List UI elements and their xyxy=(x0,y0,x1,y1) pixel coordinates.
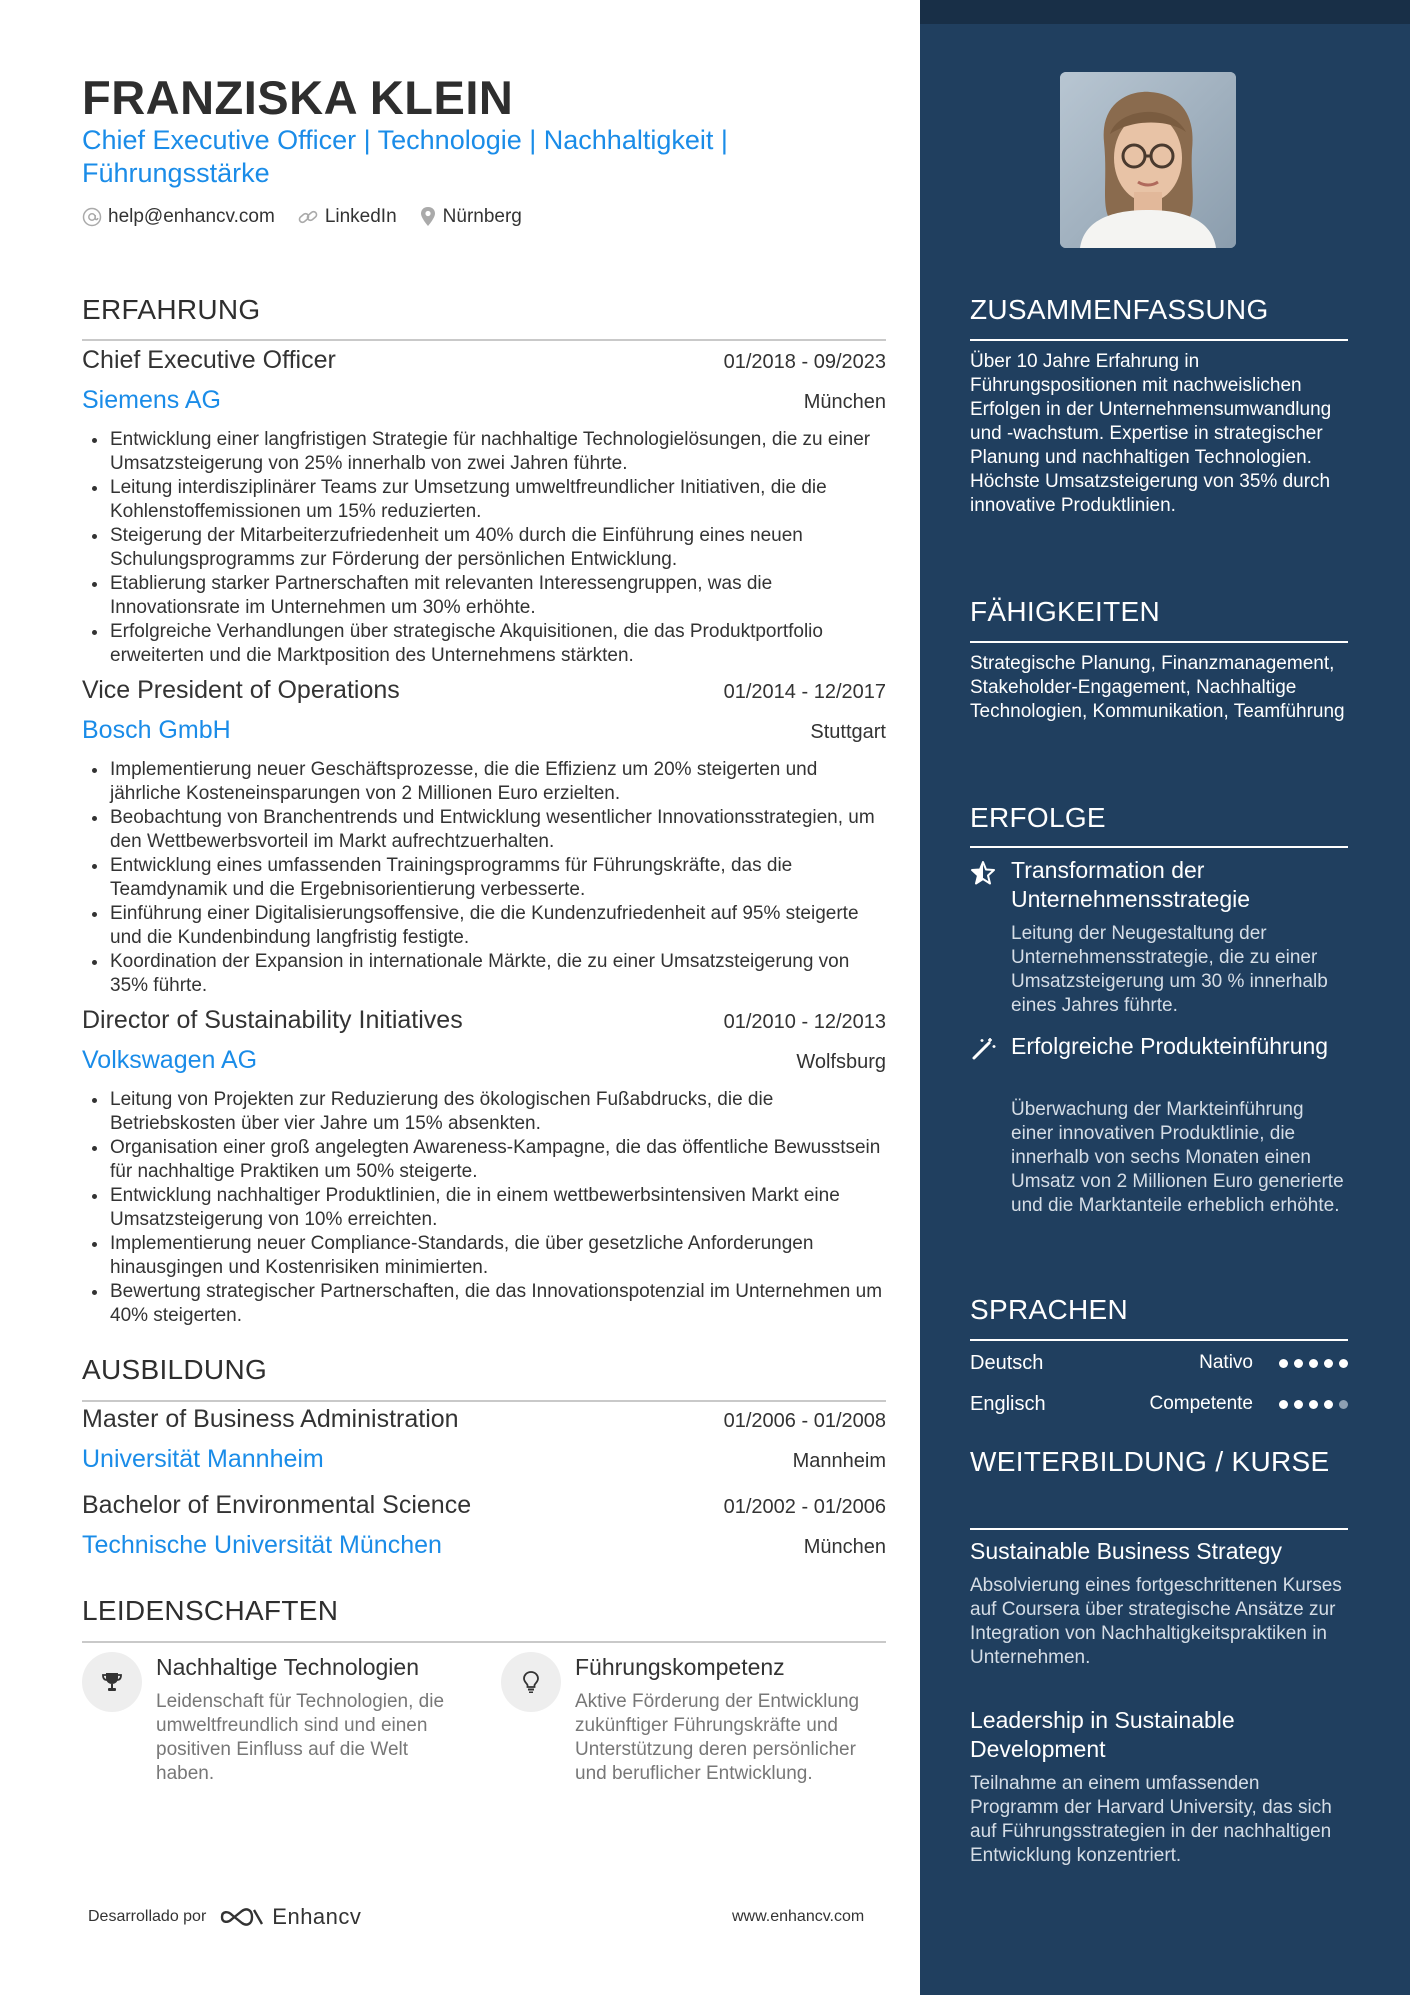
email-text: help@enhancv.com xyxy=(108,206,275,227)
rating-dot xyxy=(1309,1359,1318,1368)
achievement-item xyxy=(970,856,1348,1026)
at-icon xyxy=(82,207,102,227)
bullet-item: Einführung einer Digitalisierungsoffensive, die die Kundenzufriedenheit auf 95% steigerte und die Kundenbindung langfristig festigte. xyxy=(82,902,886,950)
course-title: Sustainable Business Strategy xyxy=(970,1538,1282,1564)
section-divider xyxy=(82,1400,886,1402)
degree: Bachelor of Environmental Science xyxy=(82,1491,472,1519)
bullet-item: Entwicklung nachhaltiger Produktlinien, die in einem wettbewerbsintensiven Markt eine Umsatzsteigerung von 10% erreichten. xyxy=(82,1184,886,1232)
job-entry xyxy=(82,676,886,998)
language-name: Deutsch xyxy=(970,1351,1044,1374)
section-title-experience: ERFAHRUNG xyxy=(82,294,261,325)
footer-branding[interactable] xyxy=(88,1904,361,1930)
job-company[interactable]: Siemens AG xyxy=(82,386,221,414)
section-title-passions: LEIDENSCHAFTEN xyxy=(82,1595,339,1626)
job-company[interactable]: Bosch GmbH xyxy=(82,716,231,744)
job-role: Vice President of Operations xyxy=(82,676,400,704)
passion-item xyxy=(82,1652,472,1792)
job-entry xyxy=(82,1006,886,1328)
education-location: München xyxy=(803,1536,886,1558)
education-dates: 01/2006 - 01/2008 xyxy=(723,1410,886,1432)
school[interactable]: Universität Mannheim xyxy=(82,1445,324,1473)
bullet-item: Erfolgreiche Verhandlungen über strategische Akquisitionen, die das Produktportfolio erweiterten und die Marktposition des Unternehmens stärkten. xyxy=(82,620,886,668)
section-title-achievements: ERFOLGE xyxy=(970,802,1106,833)
job-location: Wolfsburg xyxy=(796,1051,886,1073)
section-divider xyxy=(82,339,886,341)
rating-dot xyxy=(1324,1400,1333,1409)
education-location: Mannheim xyxy=(792,1450,886,1472)
sidebar-divider xyxy=(970,339,1348,341)
star-icon xyxy=(970,860,996,886)
magic-wand-icon xyxy=(970,1036,996,1062)
contact-linkedin[interactable] xyxy=(297,206,397,228)
bullet-item: Leitung von Projekten zur Reduzierung des ökologischen Fußabdrucks, die die Betriebskosten über vier Jahre um 15% absenkten. xyxy=(82,1088,886,1136)
rating-dot xyxy=(1294,1359,1303,1368)
degree: Master of Business Administration xyxy=(82,1405,459,1433)
achievement-description: Überwachung der Markteinführung einer innovativen Produktlinie, die innerhalb von sechs Monaten einen Umsatz von 2 Millionen Euro generierte und die Marktanteile erheblich erhöhte. xyxy=(1011,1099,1344,1216)
sidebar-divider xyxy=(970,846,1348,848)
course-description: Teilnahme an einem umfassenden Programm der Harvard University, das sich auf Führungsstrategien in der nachhaltigen Entwicklung konzentriert. xyxy=(970,1773,1332,1866)
language-item xyxy=(970,1389,1348,1419)
course-title: Leadership in Sustainable Development xyxy=(970,1707,1235,1762)
rating-dot xyxy=(1294,1400,1303,1409)
bullet-item: Beobachtung von Branchentrends und Entwicklung wesentlicher Innovationsstrategien, um den Wettbewerbsvorteil im Markt aufrechtzuerhalten. xyxy=(82,806,886,854)
bullet-item: Entwicklung eines umfassenden Trainingsprogramms für Führungskräfte, das die Teamdynamik und die Ergebnisorientierung verbesserte. xyxy=(82,854,886,902)
job-bullets xyxy=(82,758,886,998)
footer-website[interactable]: www.enhancv.com xyxy=(732,1908,865,1925)
school[interactable]: Technische Universität München xyxy=(82,1531,442,1559)
skills-text: Strategische Planung, Finanzmanagement, Stakeholder-Engagement, Nachhaltige Technologien, Kommunikation, Teamführung xyxy=(970,653,1345,722)
contact-bar xyxy=(82,206,544,228)
location-pin-icon xyxy=(419,206,437,228)
bullet-item: Leitung interdisziplinärer Teams zur Umsetzung umweltfreundlicher Initiativen, die die Kohlenstoffemissionen um 15% reduzierten. xyxy=(82,476,886,524)
language-level: Competente xyxy=(1149,1393,1253,1414)
language-item xyxy=(970,1348,1348,1378)
enhancv-logo-icon xyxy=(218,1905,266,1929)
achievement-item xyxy=(970,1032,1348,1272)
section-title-languages: SPRACHEN xyxy=(970,1294,1128,1325)
location-text: Nürnberg xyxy=(442,206,522,227)
rating-dot xyxy=(1339,1400,1348,1409)
contact-email[interactable] xyxy=(82,206,275,228)
bullet-item: Koordination der Expansion in internationale Märkte, die zu einer Umsatzsteigerung von 35% führte. xyxy=(82,950,886,998)
trophy-icon xyxy=(82,1652,142,1712)
link-icon xyxy=(297,207,319,227)
achievement-description: Leitung der Neugestaltung der Unternehmensstrategie, die zu einer Umsatzsteigerung um 30 % innerhalb eines Jahres führte. xyxy=(1011,923,1328,1016)
sidebar-divider xyxy=(970,1339,1348,1341)
bullet-item: Steigerung der Mitarbeiterzufriedenheit um 40% durch die Einführung eines neuen Schulungsprogramms zur Förderung der persönlichen Entwicklung. xyxy=(82,524,886,572)
education-entry xyxy=(82,1491,886,1571)
contact-location xyxy=(419,206,522,228)
rating-dot xyxy=(1339,1359,1348,1368)
bullet-item: Etablierung starker Partnerschaften mit relevanten Interessengruppen, was die Innovationsrate im Unternehmen um 30% erhöhte. xyxy=(82,572,886,620)
sidebar xyxy=(920,0,1410,1995)
section-title-education: AUSBILDUNG xyxy=(82,1354,268,1385)
rating-dot xyxy=(1279,1359,1288,1368)
bullet-item: Bewertung strategischer Partnerschaften, die das Innovationspotenzial im Unternehmen um 40% steigerten. xyxy=(82,1280,886,1328)
candidate-title: Chief Executive Officer | Technologie | Nachhaltigkeit | Führungsstärke xyxy=(82,125,728,188)
language-name: Englisch xyxy=(970,1392,1046,1415)
job-bullets xyxy=(82,1088,886,1328)
lightbulb-icon xyxy=(501,1652,561,1712)
job-company[interactable]: Volkswagen AG xyxy=(82,1046,258,1074)
language-rating xyxy=(1273,1400,1348,1409)
job-entry xyxy=(82,346,886,668)
rating-dot xyxy=(1324,1359,1333,1368)
bullet-item: Implementierung neuer Geschäftsprozesse, die die Effizienz um 20% steigerten und jährliche Kosteneinsparungen von 2 Millionen Euro erzielten. xyxy=(82,758,886,806)
bullet-item: Implementierung neuer Compliance-Standards, die über gesetzliche Anforderungen hinausgingen und Kostenrisiken minimierten. xyxy=(82,1232,886,1280)
education-dates: 01/2002 - 01/2006 xyxy=(723,1496,886,1518)
education-entry xyxy=(82,1405,886,1485)
job-bullets xyxy=(82,428,886,668)
section-title-summary: ZUSAMMENFASSUNG xyxy=(970,294,1269,325)
bullet-item: Organisation einer groß angelegten Awareness-Kampagne, die das öffentliche Bewusstsein für nachhaltige Praktiken um 50% steigerte. xyxy=(82,1136,886,1184)
passion-description: Leidenschaft für Technologien, die umweltfreundlich sind und einen positiven Einfluss auf die Welt haben. xyxy=(156,1691,445,1784)
section-title-courses: WEITERBILDUNG / KURSE xyxy=(970,1446,1330,1477)
passion-title: Nachhaltige Technologien xyxy=(156,1654,419,1680)
candidate-name: FRANZISKA KLEIN xyxy=(82,71,514,124)
sidebar-top-bar xyxy=(920,0,1410,24)
profile-photo xyxy=(1060,72,1236,248)
course-description: Absolvierung eines fortgeschrittenen Kurses auf Coursera über strategische Ansätze zur Integration von Nachhaltigkeitspraktiken in Unternehmen. xyxy=(970,1575,1342,1668)
job-location: München xyxy=(803,391,886,413)
job-dates: 01/2018 - 09/2023 xyxy=(723,351,886,373)
job-dates: 01/2014 - 12/2017 xyxy=(723,681,886,703)
powered-by-text: Desarrollado por xyxy=(88,1908,207,1925)
job-dates: 01/2010 - 12/2013 xyxy=(723,1011,886,1033)
section-title-skills: FÄHIGKEITEN xyxy=(970,596,1160,627)
section-divider xyxy=(82,1641,886,1643)
achievement-title: Transformation der Unternehmensstrategie xyxy=(1011,857,1251,912)
passion-description: Aktive Förderung der Entwicklung zukünftiger Führungskräfte und Unterstützung deren persönlicher und beruflicher Entwicklung. xyxy=(575,1691,860,1784)
linkedin-text: LinkedIn xyxy=(324,206,397,227)
passion-title: Führungskompetenz xyxy=(575,1654,785,1680)
summary-text: Über 10 Jahre Erfahrung in Führungspositionen mit nachweislichen Erfolgen in der Unternehmensumwandlung und -wachstum. Expertise in strategischer Planung und nachhaltigen Technologien. Höchste Umsatzsteigerung von 35% durch innovative Produktlinien. xyxy=(970,351,1332,516)
language-rating xyxy=(1273,1359,1348,1368)
brand-name: Enhancv xyxy=(272,1904,362,1929)
job-role: Chief Executive Officer xyxy=(82,346,336,374)
sidebar-divider xyxy=(970,641,1348,643)
bullet-item: Entwicklung einer langfristigen Strategie für nachhaltige Technologielösungen, die zu einer Umsatzsteigerung von 25% innerhalb von zwei Jahren führte. xyxy=(82,428,886,476)
job-role: Director of Sustainability Initiatives xyxy=(82,1006,463,1034)
passion-item xyxy=(501,1652,891,1792)
job-location: Stuttgart xyxy=(810,721,886,743)
language-level: Nativo xyxy=(1199,1352,1253,1373)
rating-dot xyxy=(1279,1400,1288,1409)
rating-dot xyxy=(1309,1400,1318,1409)
sidebar-divider xyxy=(970,1528,1348,1530)
achievement-title: Erfolgreiche Produkteinführung xyxy=(1011,1033,1329,1059)
